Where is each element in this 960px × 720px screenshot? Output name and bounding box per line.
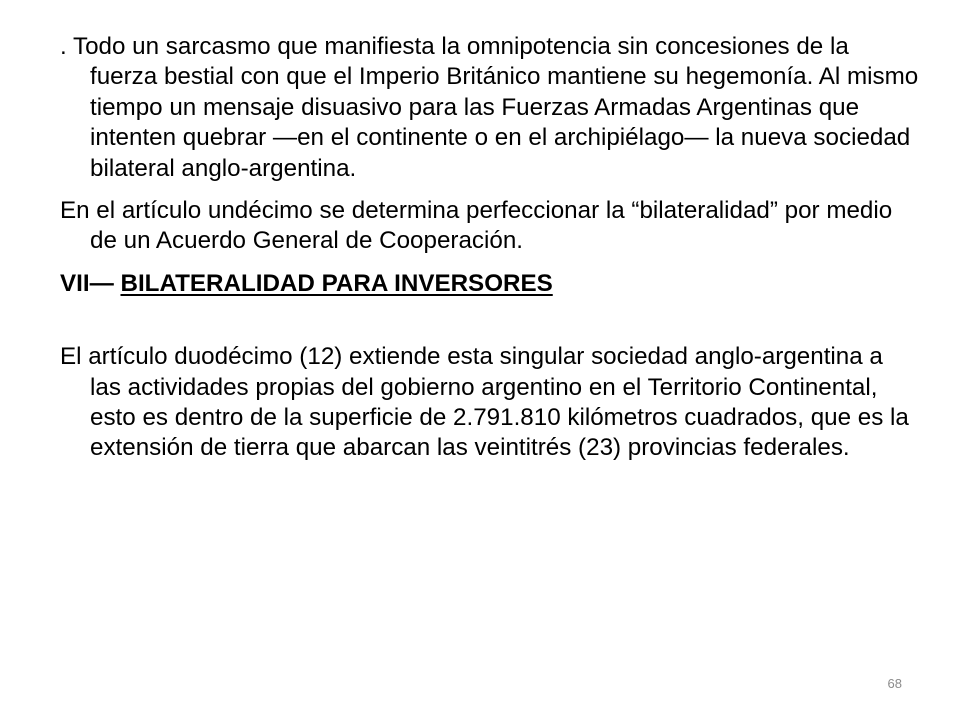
- blank-line: [60, 310, 920, 342]
- page-number: 68: [887, 676, 902, 691]
- paragraph-article-twelve: El artículo duodécimo (12) extiende esta singular sociedad anglo-argentina a las actividades propias del gobierno argentino en el Territorio Continental, esto es dentro de la superficie de 2.791.810 kilómetros cuadrados, que es la extensión de tierra que abarcan las veintitrés (23) provincias federales.: [60, 343, 909, 462]
- paragraph-sarcasm: . Todo un sarcasmo que manifiesta la omnipotencia sin concesiones de la fuerza bestial con que el Imperio Británico mantiene su hegemonía. Al mismo tiempo un mensaje disuasivo para las Fuerzas Armadas Argentinas que intenten quebrar —en el continente o en el archipiélago— la nueva sociedad bilateral anglo-argentina.: [60, 33, 919, 182]
- paragraph-article-eleven: En el artículo undécimo se determina perfeccionar la “bilateralidad” por medio de un Acuerdo General de Cooperación.: [60, 197, 893, 255]
- section-number: VII—: [60, 269, 121, 297]
- section-heading: [60, 269, 920, 299]
- section-title: BILATERALIDAD PARA INVERSORES: [120, 269, 553, 297]
- slide-body: [60, 32, 920, 476]
